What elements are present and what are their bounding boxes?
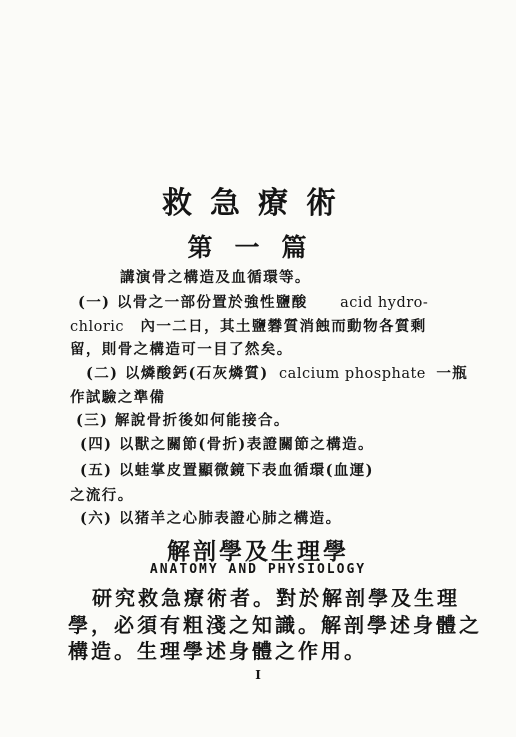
item-1-latin-cont: chloric <box>70 319 125 335</box>
item-3-line-1: (三) 解說骨折後如何能接合。 <box>76 412 290 429</box>
item-1-text: (一) 以骨之一部份置於強性鹽酸 <box>78 294 308 311</box>
paragraph-line-1: 研究救急療術者。對於解剖學及生理 <box>92 586 460 610</box>
item-4-line-1: (四) 以獸之關節(骨折)表證關節之構造。 <box>80 436 374 453</box>
page-number: I <box>255 668 261 682</box>
chapter-heading: 第一篇 <box>187 233 329 262</box>
item-2-line-2: 作試驗之準備 <box>70 389 166 406</box>
section-title-chinese: 解剖學及生理學 <box>167 538 349 565</box>
item-5-line-2: 之流行。 <box>70 487 134 504</box>
item-1-text-cont: 內一二日，其土鹽礬質消蝕而動物各質剩 <box>140 318 427 335</box>
intro-line: 講演骨之構造及血循環等。 <box>120 269 311 286</box>
item-1-line-3: 留，則骨之構造可一目了然矣。 <box>70 341 293 358</box>
page-title: 救急療術 <box>162 186 354 221</box>
section-title-english: ANATOMY AND PHYSIOLOGY <box>149 562 367 577</box>
item-5-line-1: (五) 以蛙掌皮置顯微鏡下表血循環(血運) <box>80 462 374 479</box>
paragraph-line-2: 學，必須有粗淺之知識。解剖學述身體之 <box>68 613 482 637</box>
item-6-line-1: (六) 以猪羊之心肺表證心肺之構造。 <box>80 510 342 527</box>
item-2-line-1 <box>86 362 468 383</box>
item-1-latin: acid hydro- <box>340 295 429 311</box>
paragraph-line-3: 構造。生理學述身體之作用。 <box>68 639 367 663</box>
item-2-tail: 一瓶 <box>436 365 469 382</box>
item-2-text: (二) 以燐酸鈣(石灰燐質) <box>86 365 269 382</box>
item-2-latin: calcium phosphate <box>279 366 426 382</box>
item-1-line-2 <box>70 315 427 336</box>
item-1-line-1 <box>78 291 428 312</box>
